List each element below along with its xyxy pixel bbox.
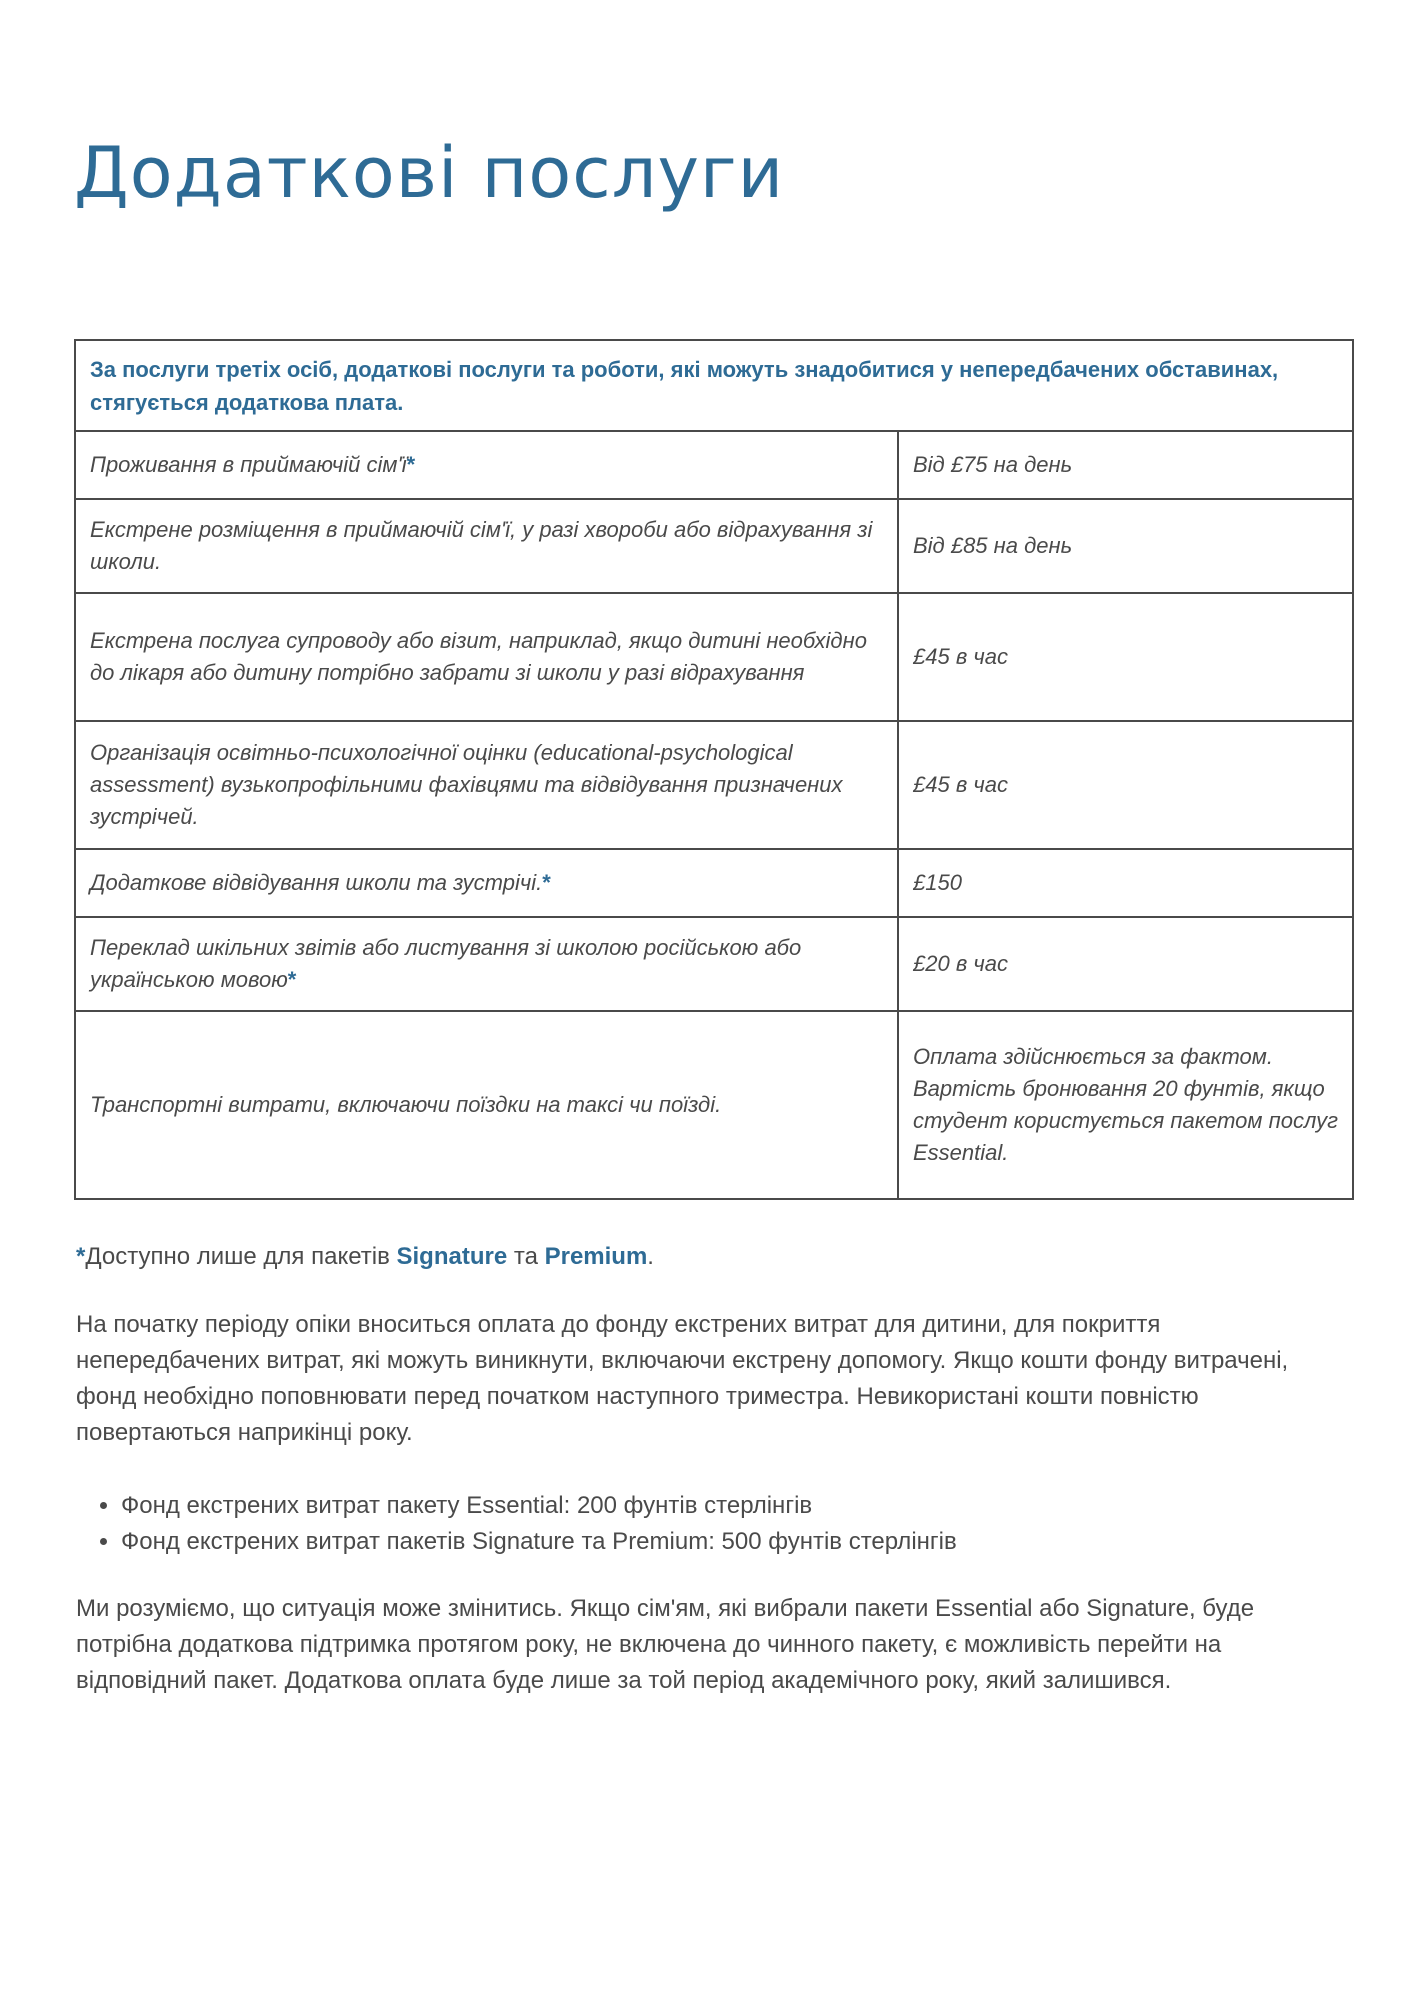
price-cell: £150 xyxy=(898,849,1353,917)
list-item: • Фонд екстрених витрат пакету Essential: 200 фунтів стерлінгів xyxy=(121,1488,957,1524)
list-item: • Фонд екстрених витрат пакетів Signature та Premium: 500 фунтів стерлінгів xyxy=(121,1524,957,1560)
price-cell: £45 в час xyxy=(898,721,1353,849)
service-cell xyxy=(75,849,898,917)
note-text: Доступно лише для пакетів xyxy=(85,1243,397,1270)
service-cell xyxy=(75,431,898,499)
service-cell xyxy=(75,917,898,1011)
service-cell xyxy=(75,593,898,721)
price-cell: Від £85 на день xyxy=(898,499,1353,593)
table-row xyxy=(75,917,1353,1011)
service-cell xyxy=(75,721,898,849)
table-header-row xyxy=(75,340,1353,431)
asterisk: * xyxy=(287,967,297,992)
table-row xyxy=(75,721,1353,849)
price-cell: Оплата здійснюється за фактом. Вартість бронювання 20 фунтів, якщо студент користується пакетом послуг Essential. xyxy=(898,1011,1353,1199)
package-change-paragraph: Ми розуміємо, що ситуація може змінитись. Якщо сім'ям, які вибрали пакети Essential або Signature, буде потрібна додаткова підтримка протягом року, не включена до чинного пакету, є можливість перейти на відповідний пакет. Додаткова оплата буде лише за той період академічного року, який залишився. xyxy=(76,1595,1255,1694)
service-text: Проживання в приймаючій сім'ї xyxy=(90,452,407,477)
note-conjunction: та xyxy=(507,1243,545,1270)
service-text: Транспортні витрати, включаючи поїздки на таксі чи поїзді. xyxy=(90,1092,722,1117)
package-premium: Premium xyxy=(544,1243,648,1270)
price-cell: Від £75 на день xyxy=(898,431,1353,499)
table-row xyxy=(75,1011,1353,1199)
page-title: Додаткові послуги xyxy=(74,132,785,214)
note-end: . xyxy=(647,1243,654,1270)
services-table xyxy=(74,339,1354,1200)
table-row xyxy=(75,431,1353,499)
service-cell xyxy=(75,499,898,593)
service-cell xyxy=(75,1011,898,1199)
table-row xyxy=(75,593,1353,721)
price-cell: £20 в час xyxy=(898,917,1353,1011)
emergency-fund-paragraph: На початку періоду опіки вноситься оплата до фонду екстрених витрат для дитини, для покриття непередбачених витрат, які можуть виникнути, включаючи екстрену допомогу. Якщо кошти фонду витрачені, фонд необхідно поповнювати перед початком наступного триместра. Невикористані кошти повністю повертаються наприкінці року. xyxy=(76,1311,1289,1446)
table-row xyxy=(75,849,1353,917)
table-header: За послуги третіх осіб, додаткові послуги та роботи, які можуть знадобитися у непередбачених обставинах, стягується додаткова плата. xyxy=(75,340,1353,431)
note-asterisk: * xyxy=(76,1243,86,1270)
asterisk: * xyxy=(406,452,416,477)
price-cell: £45 в час xyxy=(898,593,1353,721)
fund-list xyxy=(76,1488,957,1560)
service-text: Організація освітньо-психологічної оцінки (educational-psychological assessment) вузькопрофільними фахівцями та відвідування призначених зустрічей. xyxy=(90,740,843,829)
asterisk: * xyxy=(542,870,551,895)
service-text: Екстрена послуга супроводу або візит, наприклад, якщо дитині необхідно до лікаря або дитину потрібно забрати зі школи у разі відрахування xyxy=(90,628,867,685)
service-text: Переклад шкільних звітів або листування зі школою російською або українською мовою xyxy=(90,935,802,992)
availability-note xyxy=(76,1240,654,1274)
table-row xyxy=(75,499,1353,593)
service-text: Додаткове відвідування школи та зустрічі. xyxy=(90,870,543,895)
service-text: Екстрене розміщення в приймаючій сім'ї, у разі хвороби або відрахування зі школи. xyxy=(90,517,873,574)
package-signature: Signature xyxy=(396,1243,508,1270)
